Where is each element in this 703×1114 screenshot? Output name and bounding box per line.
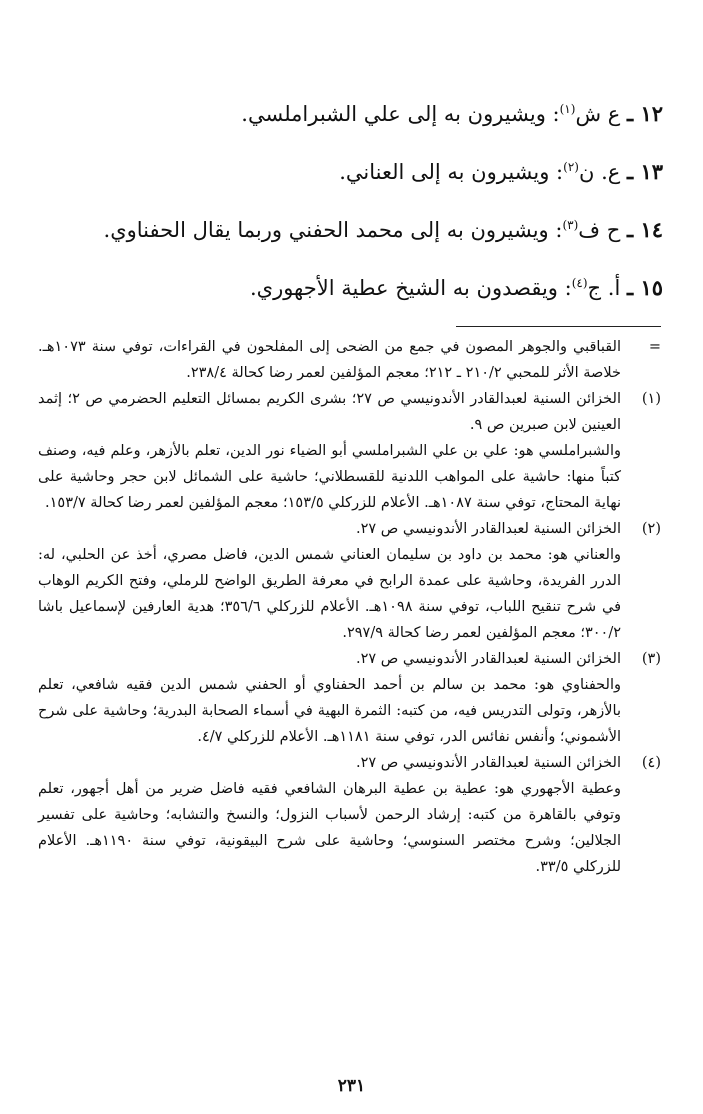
footnote-separator (456, 326, 661, 327)
item-text: : ويشيرون به إلى محمد الحفني وربما يقال الحفناوي. (103, 218, 563, 242)
footnote-mark (621, 672, 661, 750)
footnote-text: والعناني هو: محمد بن داود بن سليمان العناني شمس الدين، فاضل مصري، أخذ عن الحلبي، له: الدرر الفريدة، وحاشية على عمدة الرابح في معرفة الطريق الواضح للرملي، وفتح الكريم الوهاب في شرح تنقيح اللباب، توفي سنة ١٠٩٨هـ. الأعلام للزركلي ٣٥٦/٦؛ هدية العارفين لإسماعيل باشا ٣٠٠/٢؛ معجم المؤلفين لعمر رضا كحالة ٢٩٧/٩. (38, 547, 621, 641)
abbreviation-list (70, 80, 663, 312)
footnote-mark: = (648, 339, 661, 355)
item-text: : ويشيرون به إلى علي الشبراملسي. (241, 102, 560, 126)
item-abbreviation: ع ش (575, 102, 621, 126)
page-number: ٢٣١ (337, 1076, 366, 1096)
footnotes (38, 334, 661, 880)
list-item (70, 138, 663, 196)
footnote (38, 750, 661, 776)
footnote-mark: (٤) (641, 755, 661, 771)
footnote-text: وعطية الأجهوري هو: عطية بن عطية البرهان الشافعي فقيه فاضل ضرير من أهل أجهور، تعلم وتوفي بالقاهرة من كتبه: إرشاد الرحمن لأسباب النزول؛ والنسخ والتشابه؛ وحاشية على تفسير الجلالين؛ وشرح مختصر السنوسي؛ وحاشية على شرح البيقونية، توفي سنة ١١٩٠هـ. الأعلام للزركلي ٣٣/٥. (38, 781, 621, 875)
footnote-ref: (٢) (563, 160, 579, 174)
footnote (38, 438, 661, 516)
footnote (38, 334, 661, 386)
footnote-mark: (٢) (641, 521, 661, 537)
footnote-mark (621, 776, 661, 880)
item-abbreviation: ع. ن (578, 160, 621, 184)
item-text: : ويشيرون به إلى العناني. (339, 160, 564, 184)
footnote-ref: (٤) (571, 276, 588, 290)
footnote (38, 516, 661, 542)
footnote (38, 776, 661, 880)
footnote-text: الخزائن السنية لعبدالقادر الأندونيسي ص ٢٧. (355, 755, 621, 771)
footnote-text: والشبراملسي هو: علي بن علي الشبراملسي أبو الضياء نور الدين، تعلم بالأزهر، وعلم فيه، وصنف كتباً منها: حاشية على المواهب اللدنية للقسطلاني؛ حاشية على الشمائل لابن حجر وحاشية على نهاية المحتاج، توفي سنة ١٠٨٧هـ. الأعلام للزركلي ١٥٣/٥؛ معجم المؤلفين لعمر رضا كحالة ١٥٣/٧. (38, 443, 621, 511)
item-abbreviation: أ. ج (587, 276, 621, 300)
list-item (70, 80, 663, 138)
footnote-text: الخزائن السنية لعبدالقادر الأندونيسي ص ٢٧؛ بشرى الكريم بمسائل التعليم الحضرمي ص ٢؛ إثمد العينين لابن صبرين ص ٩. (38, 391, 621, 433)
item-number: ١٤ ـ (626, 217, 663, 242)
footnote-text: الخزائن السنية لعبدالقادر الأندونيسي ص ٢٧. (355, 521, 621, 537)
footnote-text: والحفناوي هو: محمد بن سالم بن أحمد الحفناوي أو الحفني شمس الدين فقيه شافعي، تعلم بالأزهر، وتولى التدريس فيه، من كتبه: الثمرة البهية في أسماء الصحابة البدرية؛ وحاشية على شرح الأشموني؛ وأنفس نفائس الدر، توفي سنة ١١٨١هـ. الأعلام للزركلي ٤/٧. (38, 677, 621, 745)
item-number: ١٣ ـ (626, 159, 663, 184)
item-number: ١٢ ـ (626, 101, 663, 126)
item-text: : ويقصدون به الشيخ عطية الأجهوري. (249, 276, 572, 300)
footnote-text: الخزائن السنية لعبدالقادر الأندونيسي ص ٢٧. (355, 651, 621, 667)
footnote (38, 386, 661, 438)
footnote (38, 542, 661, 646)
footnote-mark: (١) (641, 391, 661, 407)
list-item (70, 254, 663, 312)
footnote (38, 646, 661, 672)
item-abbreviation: ح ف (578, 218, 621, 242)
list-item (70, 196, 663, 254)
footnote-mark (621, 542, 661, 646)
footnote-ref: (١) (559, 102, 576, 116)
footnote-mark: (٣) (641, 651, 661, 667)
footnote-text: القباقبي والجوهر المصون في جمع من الضحى إلى المفلحون في القراءات، توفي سنة ١٠٧٣هـ. خلاصة الأثر للمحبي ٢١٠/٢ ـ ٢١٢؛ معجم المؤلفين لعمر رضا كحالة ٢٣٨/٤. (38, 339, 621, 381)
footnote (38, 672, 661, 750)
footnote-ref: (٣) (562, 218, 579, 232)
item-number: ١٥ ـ (626, 275, 663, 300)
footnote-mark (621, 438, 661, 516)
